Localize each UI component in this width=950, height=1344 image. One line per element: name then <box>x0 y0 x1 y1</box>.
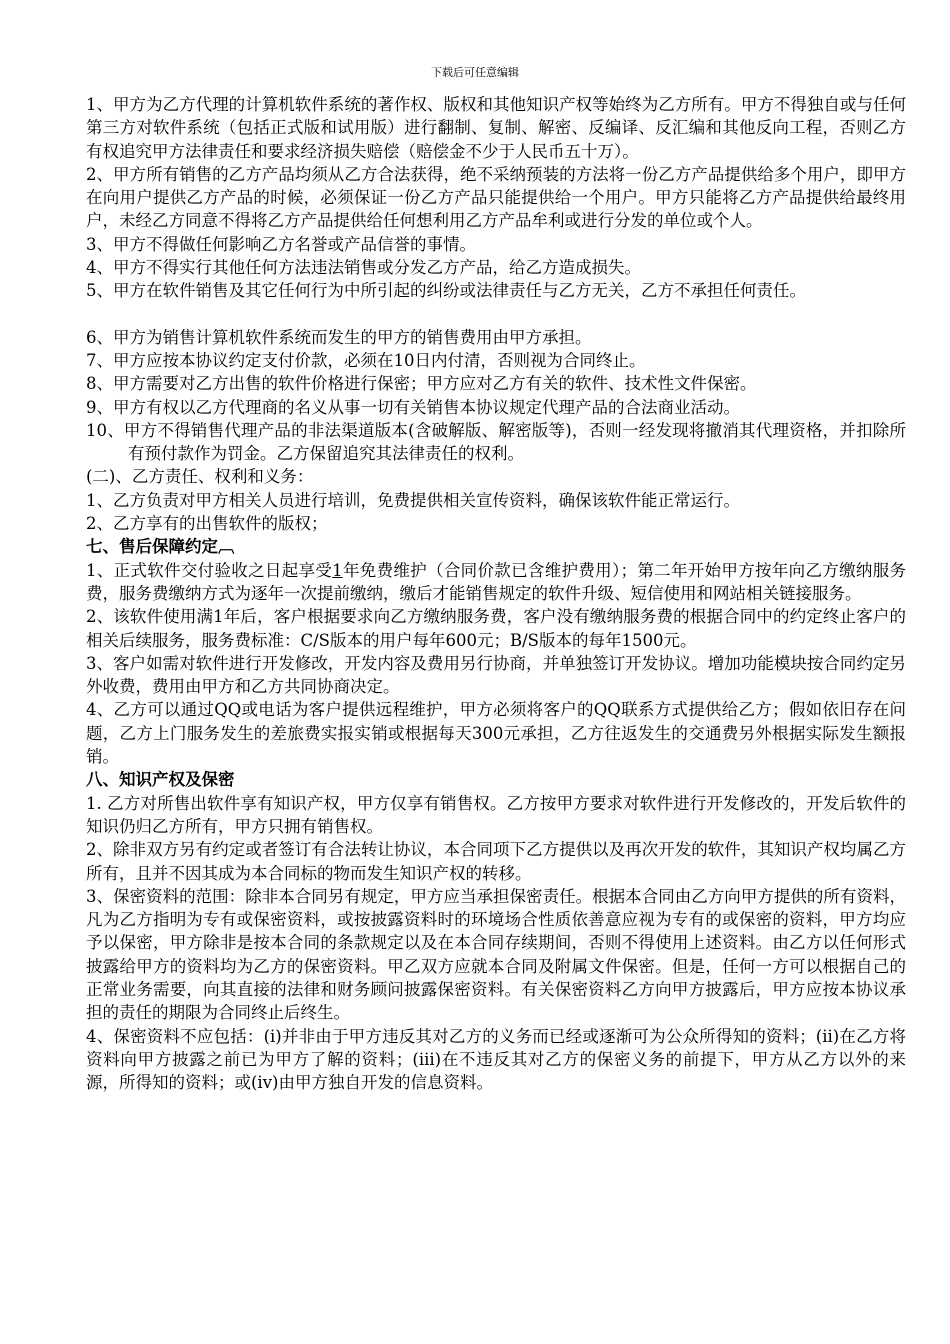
clause-c4: 4、乙方可以通过QQ或电话为客户提供远程维护，甲方必须将客户的QQ联系方式提供给乙方；假如依旧存在问题，乙方上门服务发生的差旅费实报实销或根据每天300元承担，乙方往返发生的交通费另外根据实际发生额报销。 <box>86 700 906 767</box>
free-years-value: 1 <box>332 560 343 580</box>
document-body <box>86 93 906 1094</box>
clause-a9: 9、甲方有权以乙方代理商的名义从事一切有关销售本协议规定代理产品的合法商业活动。 <box>86 397 740 417</box>
clause-b2: 2、乙方享有的出售软件的版权； <box>86 514 328 534</box>
section-2-title: (二)、乙方责任、权利和义务： <box>86 467 314 487</box>
clause-a6: 6、甲方为销售计算机软件系统而发生的甲方的销售费用由甲方承担。 <box>86 327 592 347</box>
clause-c1 <box>86 559 906 606</box>
blank-line <box>86 303 906 326</box>
clause-c2: 2、该软件使用满1年后，客户根据要求向乙方缴纳服务费，客户没有缴纳服务费的根据合同中的约定终止客户的相关后续服务，服务费标准：C/S版本的用户每年600元；B/S版本的每年1500元。 <box>86 607 906 650</box>
clause-d4: 4、保密资料不应包括：(i)并非由于甲方违反其对乙方的义务而已经或逐渐可为公众所得知的资料；(ii)在乙方将资料向甲方披露之前已为甲方了解的资料；(iii)在不违反其对乙方的保密义务的前提下，甲方从乙方以外的来源，所得知的资料；或(iv)由甲方独自开发的信息资料。 <box>86 1026 906 1093</box>
clause-a1: 1、甲方为乙方代理的计算机软件系统的著作权、版权和其他知识产权等始终为乙方所有。甲方不得独自或与任何第三方对软件系统（包括正式版和试用版）进行翻制、复制、解密、反编译、反汇编和其他反向工程，否则乙方有权追究甲方法律责任和要求经济损失赔偿（赔偿金不少于人民币五十万）。 <box>86 95 906 161</box>
clause-d2: 2、除非双方另有约定或者签订有合法转让协议，本合同项下乙方提供以及再次开发的软件，其知识产权均属乙方所有，且并不因其成为本合同标的物而发生知识产权的转移。 <box>86 840 906 883</box>
heading-after-sales-text: 七、售后保障约定 <box>86 537 218 557</box>
clause-a2: 2、甲方所有销售的乙方产品均须从乙方合法获得，绝不采纳预装的方法将一份乙方产品提供给多个用户，即甲方在向用户提供乙方产品的时候，必须保证一份乙方产品只能提供给一个用户。甲方只能将乙方产品提供给最终用户，未经乙方同意不得将乙方产品提供给任何想利用乙方产品牟利或进行分发的单位或个人。 <box>86 164 906 231</box>
clause-a3: 3、甲方不得做任何影响乙方名誉或产品信誉的事情。 <box>86 234 476 254</box>
clause-d3: 3、保密资料的范围：除非本合同另有规定，甲方应当承担保密责任。根据本合同由乙方向甲方提供的所有资料，凡为乙方指明为专有或保密资料，或按披露资料时的环境场合性质依善意应视为专有的或保密的资料，甲方均应予以保密，甲方除非是按本合同的条款规定以及在本合同存续期间，否则不得使用上述资料。由乙方以任何形式披露给甲方的资料均为乙方的保密资料。甲乙双方应就本合同及附属文件保密。但是，任何一方可以根据自己的正常业务需要，向其直接的法律和财务顾问披露保密资料。有关保密资料乙方向甲方披露后，甲方应按本协议承担的责任的期限为合同终止后终生。 <box>86 886 906 1023</box>
clause-a4: 4、甲方不得实行其他任何方法违法销售或分发乙方产品，给乙方造成损失。 <box>86 258 641 278</box>
clause-a10: 10、甲方不得销售代理产品的非法渠道版本(含破解版、解密版等)，否则一经发现将撤消其代理资格，并扣除所有预付款作为罚金。乙方保留追究其法律责任的权利。 <box>86 420 906 464</box>
clause-a5: 5、甲方在软件销售及其它任何行为中所引起的纠纷或法律责任与乙方无关，乙方不承担任何责任。 <box>86 281 806 301</box>
clause-c3: 3、客户如需对软件进行开发修改，开发内容及费用另行协商，并单独签订开发协议。增加功能模块按合同约定另外收费，费用由甲方和乙方共同协商决定。 <box>86 653 906 697</box>
clause-c1-post: 年免费维护（合同价款已含维护费用）；第二年开始甲方按年向乙方缴纳服务费，服务费缴纳方式为逐年一次提前缴纳，缴后才能销售规定的软件升级、短信使用和网站相关链接服务。 <box>86 560 907 603</box>
clause-b1: 1、乙方负责对甲方相关人员进行培训，免费提供相关宣传资料，确保该软件能正常运行。 <box>86 490 740 510</box>
clause-c1-pre: 1、正式软件交付验收之日起享受 <box>86 560 333 580</box>
clause-a8: 8、甲方需要对乙方出售的软件价格进行保密；甲方应对乙方有关的软件、技术性文件保密。 <box>86 374 757 394</box>
clause-a7: 7、甲方应按本协议约定支付价款，必须在10日内付清，否则视为合同终止。 <box>86 350 646 370</box>
heading-ip-confidentiality: 八、知识产权及保密 <box>86 770 235 790</box>
heading-after-sales <box>86 535 906 558</box>
page-header: 下载后可任意编辑 <box>431 66 519 79</box>
clause-d1: 1. 乙方对所售出软件享有知识产权，甲方仅享有销售权。乙方按甲方要求对软件进行开发修改的，开发后软件的知识仍归乙方所有，甲方只拥有销售权。 <box>86 793 906 836</box>
heading-mark: ︹ <box>218 537 235 557</box>
